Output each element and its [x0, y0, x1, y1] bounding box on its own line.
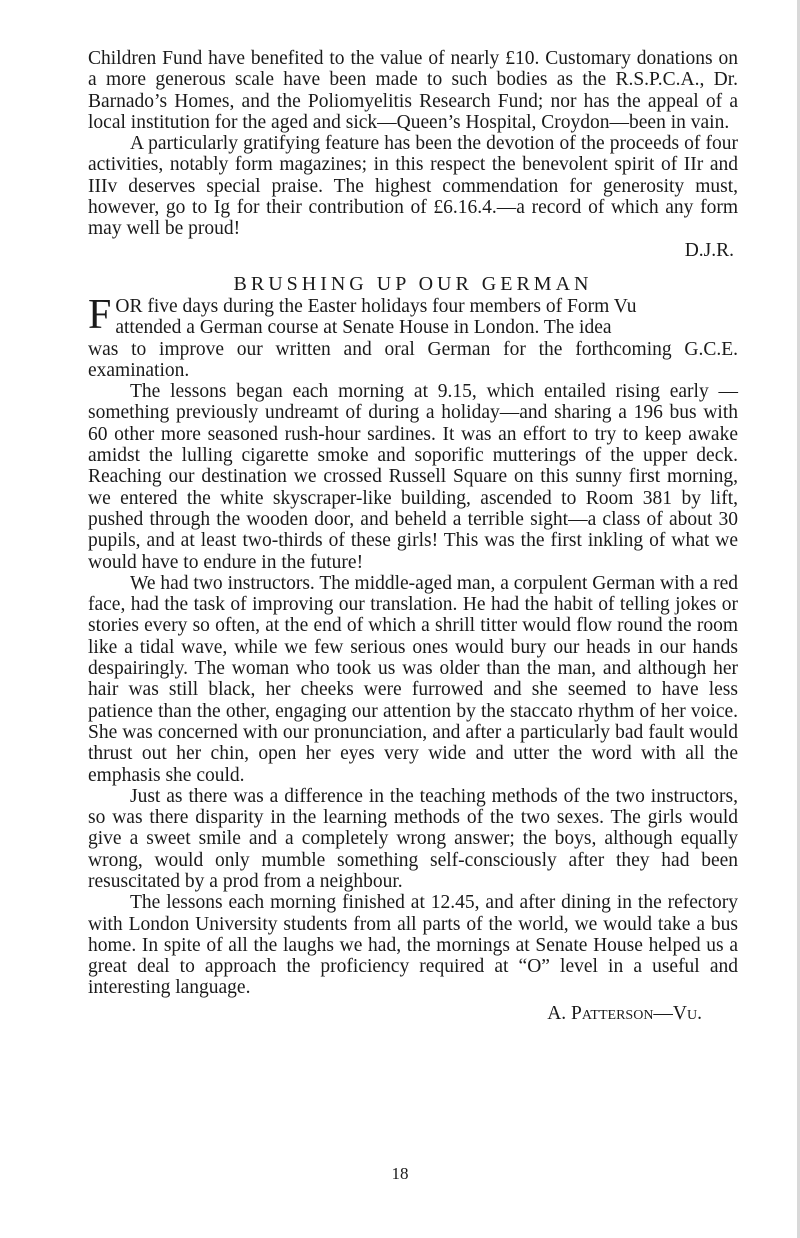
- paragraph: was to improve our written and oral German for the forthcoming G.C.E. examination.: [88, 338, 738, 381]
- page-number: 18: [391, 1164, 409, 1183]
- paragraph: Children Fund have benefited to the value of nearly £10. Customary donations on a more generous scale have been made to such bodies as the R.S.P.C.A., Dr. Barnado’s Homes, and the Poliomyelitis Research Fund; nor has the appeal of a local institution for the aged and sick—Queen’s Hospital, Croydon—been in vain.: [88, 48, 738, 133]
- paragraph-first-line: OR five days during the Easter holidays four members of Form Vu: [115, 295, 637, 317]
- paragraph: The lessons began each morning at 9.15, which entailed rising early —something previously undreamt of during a holiday—and sharing a 196 bus with 60 other more seasoned rush-hour sardines. It was an effort to try to keep awake amidst the lulling cigarette smoke and soporific mutterings of the upper deck. Reaching our destination we crossed Russell Square on this sunny first morning, we entered the white skyscraper-like building, ascended to Room 381 by lift, pushed through the wooden door, and beheld a terrible sight—a class of about 30 pupils, and at least two-thirds of these girls! This was the first inkling of what we would have to endure in the future!: [88, 381, 738, 573]
- article-title: BRUSHING UP OUR GERMAN: [233, 272, 593, 295]
- paragraph: We had two instructors. The middle-aged man, a corpulent German with a red face, had the task of improving our translation. He had the habit of telling jokes or stories every so often, at the end of which a shrill titter would flow round the room like a tidal wave, while we few serious ones would bury our heads in our hands despairingly. The woman who took us was older than the man, and although her hair was still black, her cheeks were furrowed and she seemed to have less patience than the other, engaging our attention by the staccato rhythm of her voice. She was concerned with our pronunciation, and after a particularly bad fault would thrust out her chin, open her eyes very wide and utter the word with all the emphasis she could.: [88, 572, 738, 786]
- article-author: A. Patterson—Vu.: [547, 1002, 702, 1024]
- paragraph-with-drop-cap: [88, 291, 738, 339]
- drop-cap: F: [88, 291, 112, 338]
- paragraph: A particularly gratifying feature has been the devotion of the proceeds of four activities, notably form magazines; in this respect the benevolent spirit of IIr and IIIv deserves special praise. The highest commendation for generosity must, however, go to Ig for their contribution of £6.16.4.—a record of which any form may well be proud!: [88, 133, 738, 240]
- signature: D.J.R.: [684, 239, 734, 261]
- paragraph: The lessons each morning finished at 12.45, and after dining in the refectory with London University students from all parts of the world, we would take a bus home. In spite of all the laughs we had, the mornings at Senate House helped us a great deal to approach the proficiency required at “O” level in a useful and interesting language.: [88, 892, 738, 999]
- paragraph: Just as there was a difference in the teaching methods of the two instructors, so was there disparity in the learning methods of the two sexes. The girls would give a sweet smile and a completely wrong answer; the boys, although equally wrong, would only mumble something self-consciously after they had been resuscitated by a prod from a neighbour.: [88, 785, 738, 892]
- paragraph-hanging-line: attended a German course at Senate House in London. The idea: [115, 317, 612, 339]
